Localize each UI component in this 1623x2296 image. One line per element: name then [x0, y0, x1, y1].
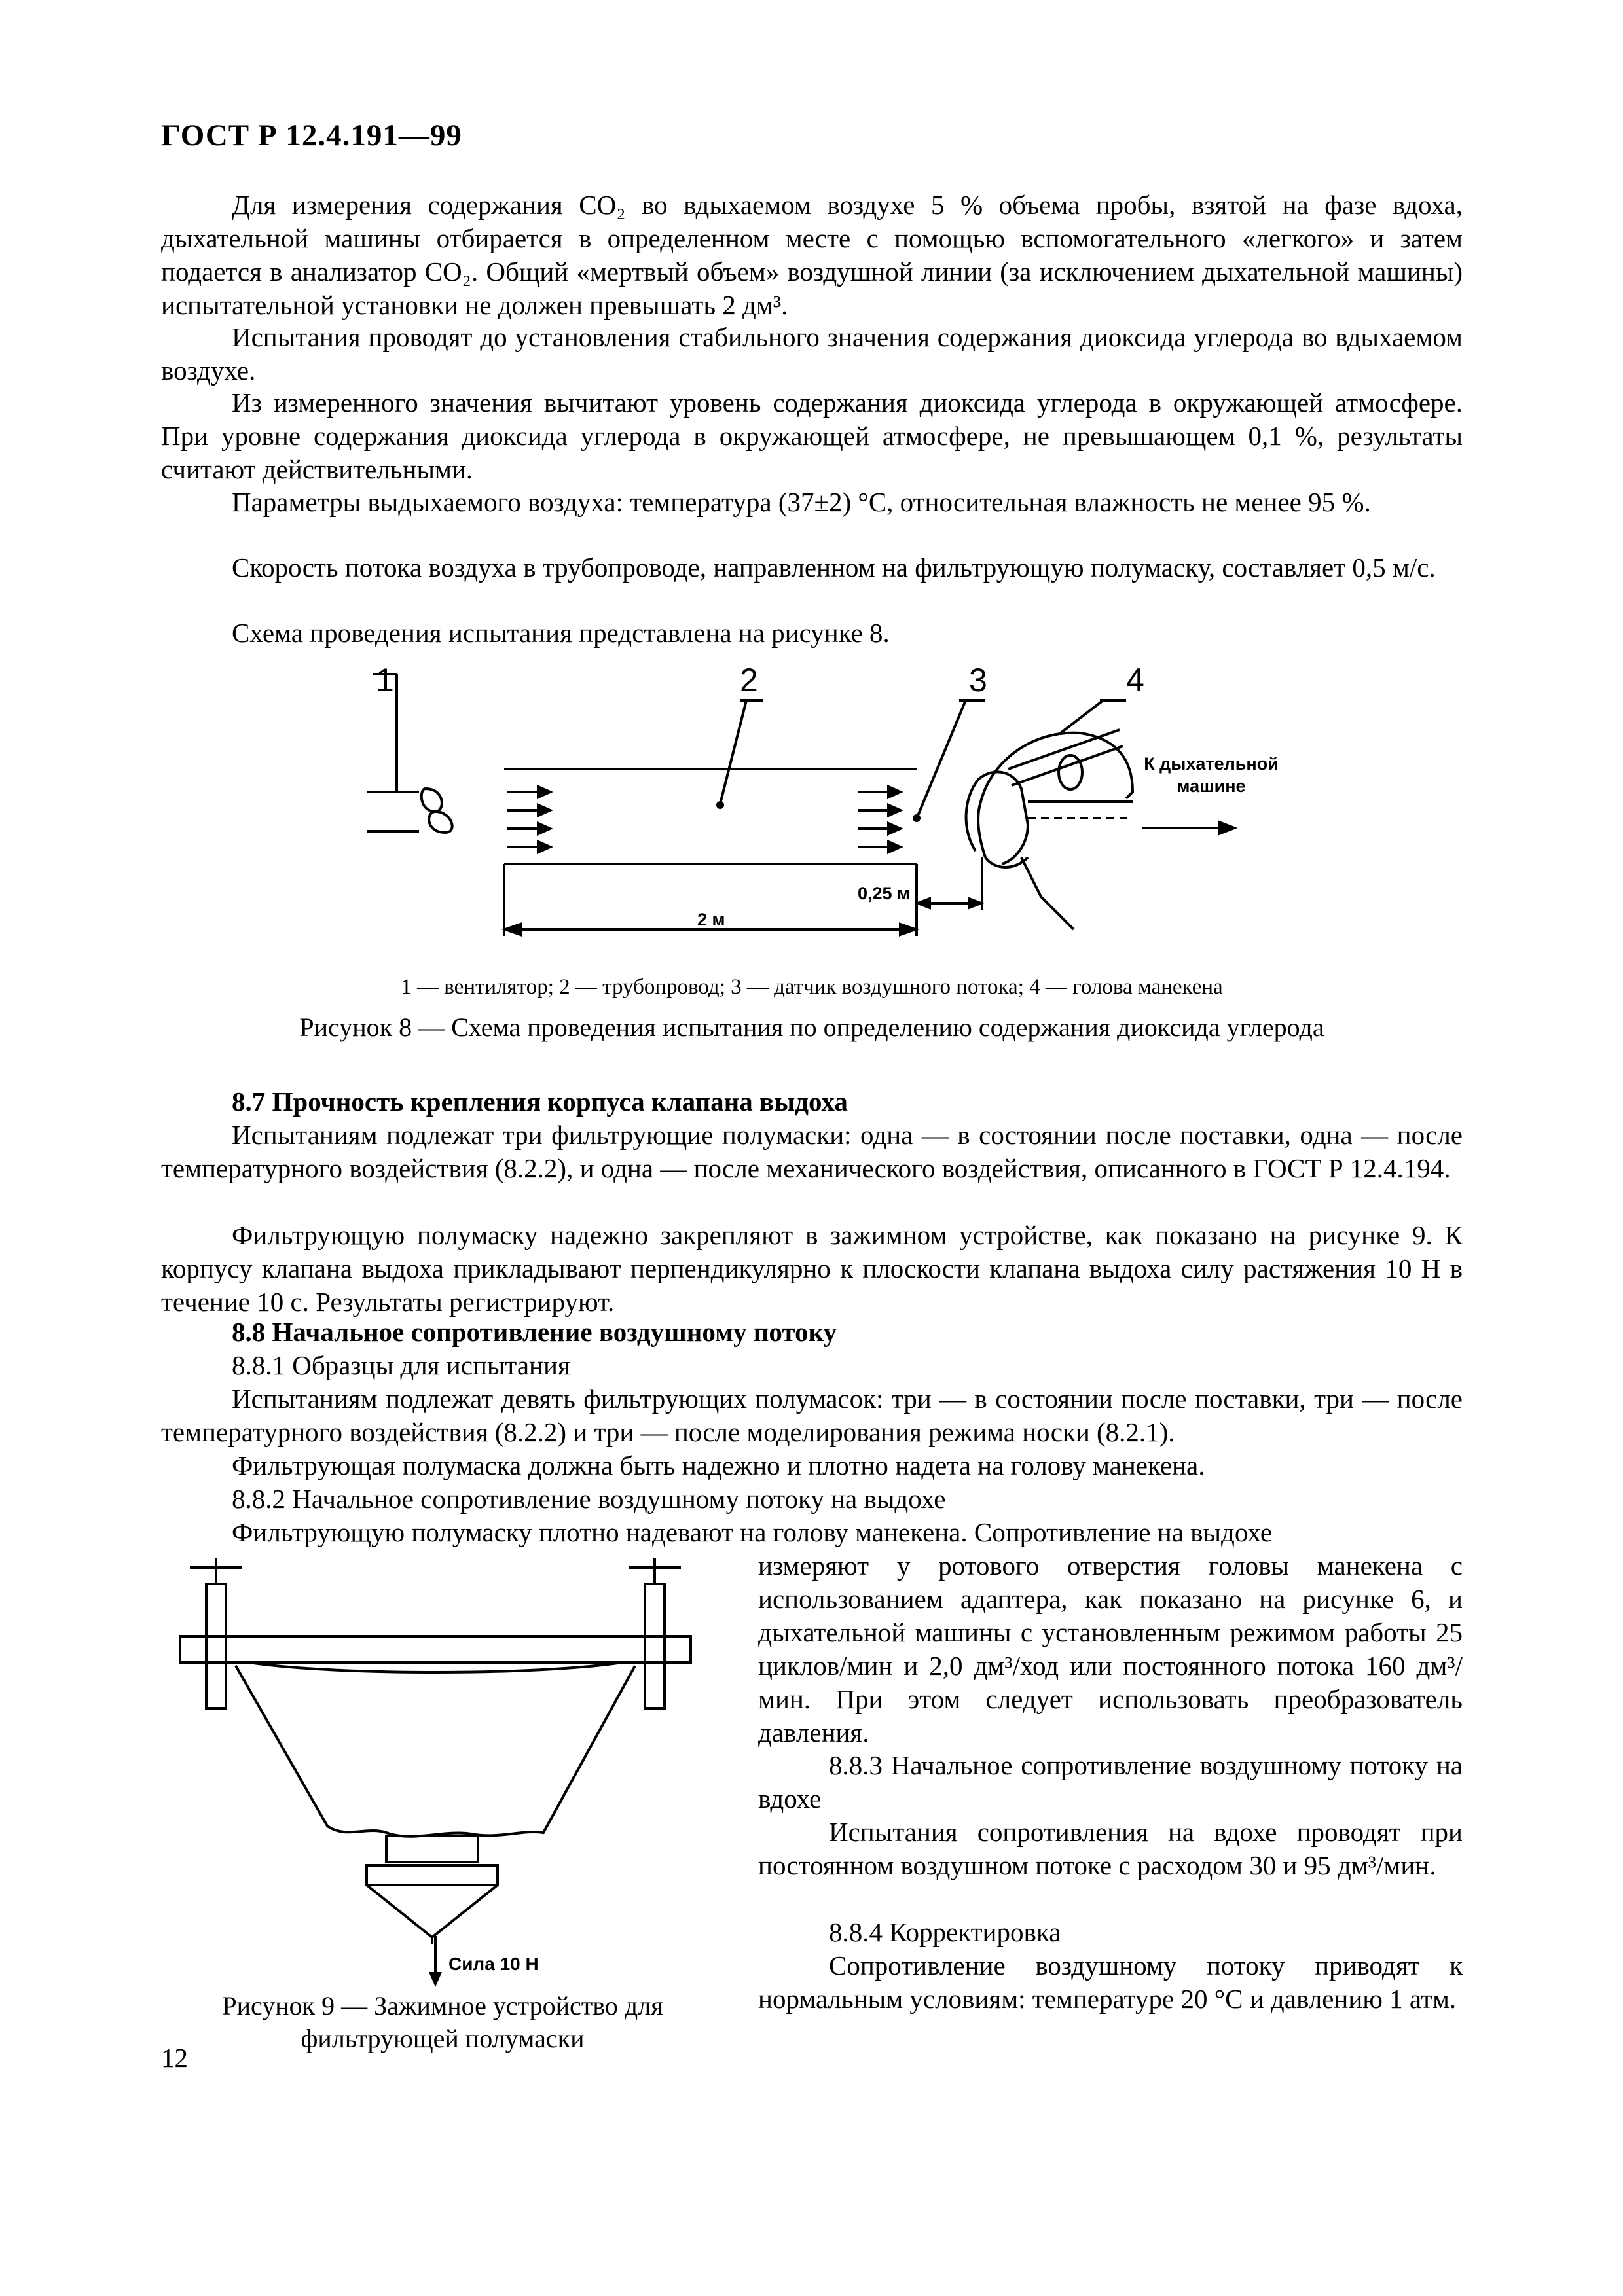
section-8-7-heading: 8.7 Прочность крепления корпуса клапана выдоха — [232, 1086, 848, 1117]
flow-arrows — [507, 787, 900, 852]
fig8-legend: 1 — вентилятор; 2 — трубопровод; 3 — датчик воздушного потока; 4 — голова манекена — [401, 975, 1223, 999]
section-8-8-4-p: Сопротивление воздушному потоку приводят к нормальным условиям: температуре 20 °С и давлению 1 атм. — [758, 1950, 1463, 2014]
fig8-dim-small: 0,25 м — [858, 884, 911, 903]
section-8-8-2-p-start: Фильтрующую полумаску плотно надевают на голову манекена. Сопротивление на выдохе — [232, 1517, 1273, 1547]
section-8-7-p1: Испытаниям подлежат три фильтрующие полумаски: одна — в состоянии после поставки, одна — после температурного воздействия (8.2.2), и одна — после механического воздействия, описанного в ГОСТ Р 12.4.194. — [161, 1120, 1463, 1183]
section-8-8-1-p1: Испытаниям подлежат девять фильтрующих полумасок: три — в состоянии после поставки, три — после температурного воздействия (8.2.2) и три — после моделирования режима носки (8.2.1). — [161, 1384, 1463, 1447]
paragraph-test-until-stable: Испытания проводят до установления стабильного значения содержания диоксида углерода во вдыхаемом воздухе. — [161, 322, 1463, 386]
page-number: 12 — [161, 2043, 188, 2073]
section-8-7-p2: Фильтрующую полумаску надежно закрепляют в зажимном устройстве, как показано на рисунке 9. К корпусу клапана выдоха прикладывают перпендикулярно к плоскости клапана выдоха силу растяжения 10 Н в течение 10 с. Результаты регистрируют. — [161, 1220, 1463, 1317]
fig8-label-3: 3 — [969, 662, 987, 698]
fig8-label-4: 4 — [1126, 662, 1144, 698]
manikin-head — [966, 700, 1133, 929]
fig9-force-label: Сила 10 Н — [448, 1954, 539, 1974]
section-8-8-4-heading: 8.8.4 Корректировка — [829, 1917, 1061, 1947]
section-8-8-2-heading: 8.8.2 Начальное сопротивление воздушному потоку на выдохе — [232, 1484, 946, 1514]
paragraph-scheme-ref: Схема проведения испытания представлена на рисунке 8. — [232, 618, 890, 648]
paragraph-air-speed: Скорость потока воздуха в трубопроводе, направленном на фильтрующую полумаску, составляет 0,5 м/с. — [232, 552, 1436, 583]
paragraph-exhaled-air-params: Параметры выдыхаемого воздуха: температура (37±2) °С, относительная влажность не менее 95 %. — [232, 487, 1371, 517]
fig9-caption: Рисунок 9 — Зажимное устройство для фильтрующей полумаски — [222, 1991, 663, 2053]
force-arrow-icon — [426, 1936, 445, 1988]
section-8-8-3-p: Испытания сопротивления на вдохе проводят при постоянном воздушном потоке с расходом 30 и 95 дм³/мин. — [758, 1817, 1463, 1880]
section-8-8-1-heading: 8.8.1 Образцы для испытания — [232, 1350, 570, 1380]
fig8-caption: Рисунок 8 — Схема проведения испытания по определению содержания диоксида углерода — [299, 1013, 1324, 1042]
section-8-8-2-p-cont: измеряют у ротового отверстия головы манекена с использованием адаптера, как показано на рисунке 6, и дыхательной машины с установленным режимом работы 25 циклов/мин и 2,0 дм³/ход или постоянного потока 160 дм³/мин. При этом следует использовать преобразователь давления. — [758, 1551, 1463, 1748]
fig8-to-machine-label: К дыхательной машине — [1144, 754, 1279, 796]
fig8-label-1: 1 — [376, 662, 394, 698]
section-8-8-3-heading: 8.8.3 Начальное сопротивление воздушному потоку на вдохе — [758, 1750, 1463, 1814]
fig8-dim-large: 2 м — [697, 910, 725, 929]
document-header: ГОСТ Р 12.4.191—99 — [161, 118, 462, 152]
section-8-8-heading: 8.8 Начальное сопротивление воздушному потоку — [232, 1317, 837, 1347]
figure-8-test-scheme — [354, 661, 1296, 949]
section-8-8-1-p2: Фильтрующая полумаска должна быть надежно и плотно надета на голову манекена. — [232, 1450, 1205, 1480]
paragraph-subtract-ambient: Из измеренного значения вычитают уровень содержания диоксида углерода в окружающей атмосфере. При уровне содержания диоксида углерода в окружающей атмосфере, не превышающем 0,1 %, результаты считают действительными. — [161, 387, 1463, 484]
fig8-label-2: 2 — [740, 662, 758, 698]
paragraph-co2-measurement: Для измерения содержания CO₂ во вдыхаемом воздухе 5 % объема пробы, взятой на фазе вдоха, дыхательной машины отбирается в определенном месте с помощью вспомогательного «легкого» и затем подается в анализатор CO₂. Общий «мертвый объем» воздушной линии (за исключением дыхательной машины) испытательной установки не должен превышать 2 дм³. — [161, 190, 1463, 320]
figure-9-clamp-device — [170, 1551, 720, 1944]
